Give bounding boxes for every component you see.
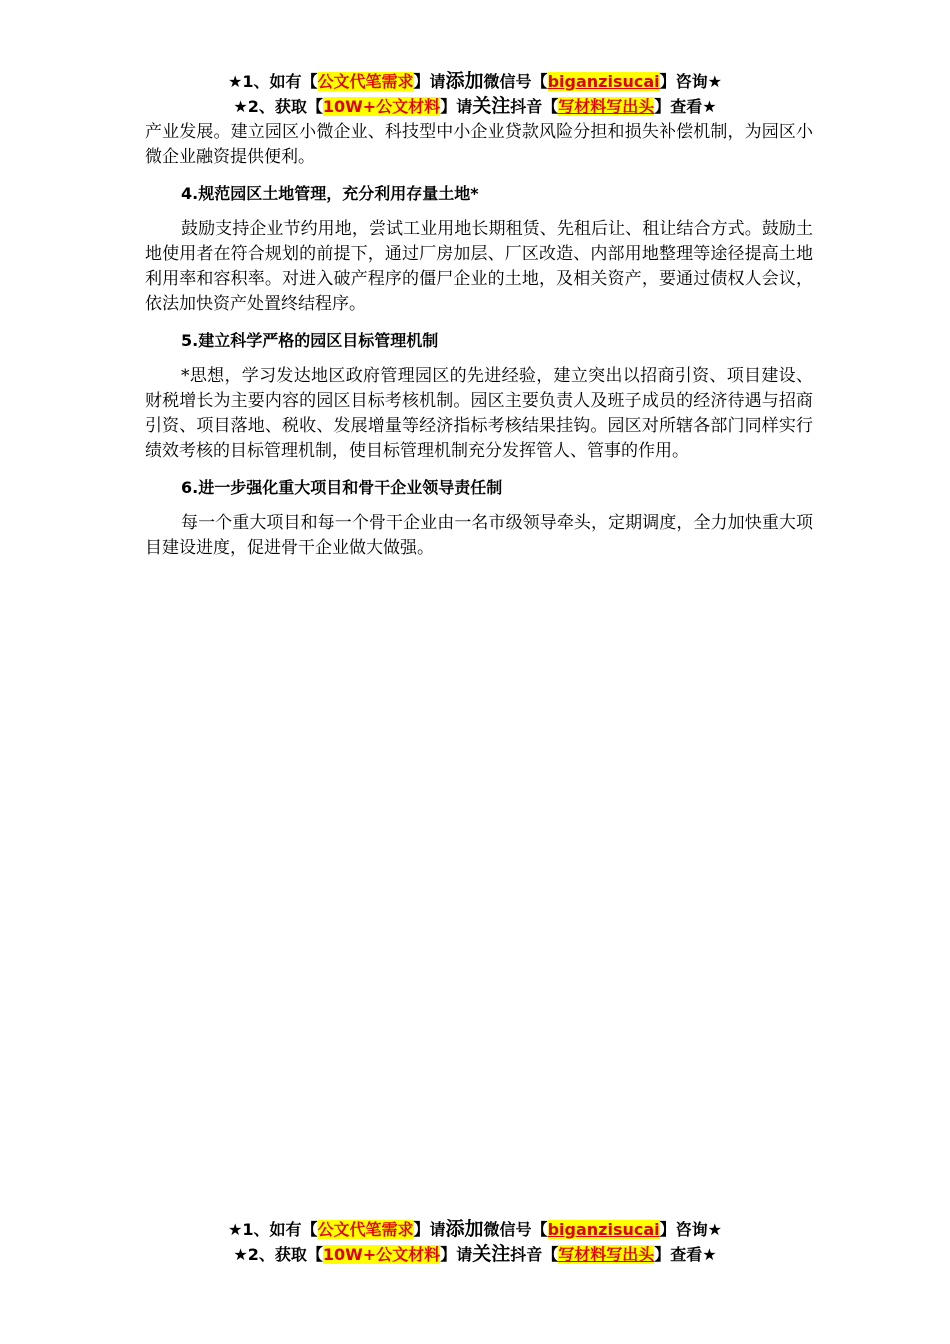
banner-emphasis: 添加 (445, 1218, 484, 1240)
banner-text: 抖音【 (510, 1245, 559, 1264)
paragraph-continuation: 产业发展。建立园区小微企业、科技型中小企业贷款风险分担和损失补偿机制，为园区小微企业融资提供便利。 (145, 122, 813, 167)
douyin-account-link[interactable]: 写材料写出头 (558, 97, 655, 116)
banner-text: 】咨询★ (659, 72, 722, 91)
banner-text: 】请 (413, 72, 446, 91)
banner-highlight: 10W+公文材料 (322, 1245, 441, 1264)
banner-text: 抖音【 (510, 97, 559, 116)
banner-emphasis: 关注 (472, 95, 511, 117)
banner-emphasis: 关注 (472, 1243, 511, 1265)
banner-text: 微信号【 (483, 72, 548, 91)
section-heading-4: 4.规范园区土地管理，充分利用存量土地* (181, 184, 479, 203)
banner-text: ★1、如有【 (228, 72, 318, 91)
paragraph-land-management: 鼓励支持企业节约用地，尝试工业用地长期租赁、先租后让、租让结合方式。鼓励土地使用者在符合规划的前提下，通过厂房加层、厂区改造、内部用地整理等途径提高土地利用率和容积率。对进入破产程序的僵尸企业的土地，及相关资产，要通过债权人会议，依法加快资产处置终结程序。 (145, 219, 813, 314)
header-banner (0, 69, 950, 119)
banner-text: ★2、获取【 (233, 97, 323, 116)
banner-text: 微信号【 (483, 1220, 548, 1239)
banner-highlight: 公文代笔需求 (317, 1220, 414, 1239)
section-heading-6: 6.进一步强化重大项目和骨干企业领导责任制 (181, 478, 503, 497)
document-body (145, 120, 813, 561)
section-heading-5: 5.建立科学严格的园区目标管理机制 (181, 331, 439, 350)
paragraph-target-management: *思想，学习发达地区政府管理园区的先进经验，建立突出以招商引资、项目建设、财税增长为主要内容的园区目标考核机制。园区主要负责人及班子成员的经济待遇与招商引资、项目落地、税收、发展增量等经济指标考核结果挂钩。园区对所辖各部门同样实行绩效考核的目标管理机制，使目标管理机制充分发挥管人、管事的作用。 (145, 366, 813, 461)
banner-highlight: 10W+公文材料 (322, 97, 441, 116)
banner-text: ★1、如有【 (228, 1220, 318, 1239)
banner-text: 】请 (413, 1220, 446, 1239)
banner-line-1 (0, 69, 950, 94)
banner-text: 】查看★ (654, 1245, 717, 1264)
banner-line-1 (0, 1217, 950, 1242)
banner-text: 】查看★ (654, 97, 717, 116)
banner-text: ★2、获取【 (233, 1245, 323, 1264)
banner-line-2 (0, 1242, 950, 1267)
banner-text: 】咨询★ (659, 1220, 722, 1239)
banner-text: 】请 (440, 1245, 473, 1264)
wechat-id-link[interactable]: biganzisucai (547, 72, 660, 91)
banner-emphasis: 添加 (445, 70, 484, 92)
footer-banner (0, 1217, 950, 1267)
douyin-account-link[interactable]: 写材料写出头 (558, 1245, 655, 1264)
paragraph-leadership-responsibility: 每一个重大项目和每一个骨干企业由一名市级领导牵头，定期调度，全力加快重大项目建设进度，促进骨干企业做大做强。 (145, 513, 813, 558)
wechat-id-link[interactable]: biganzisucai (547, 1220, 660, 1239)
banner-highlight: 公文代笔需求 (317, 72, 414, 91)
banner-text: 】请 (440, 97, 473, 116)
banner-line-2 (0, 94, 950, 119)
